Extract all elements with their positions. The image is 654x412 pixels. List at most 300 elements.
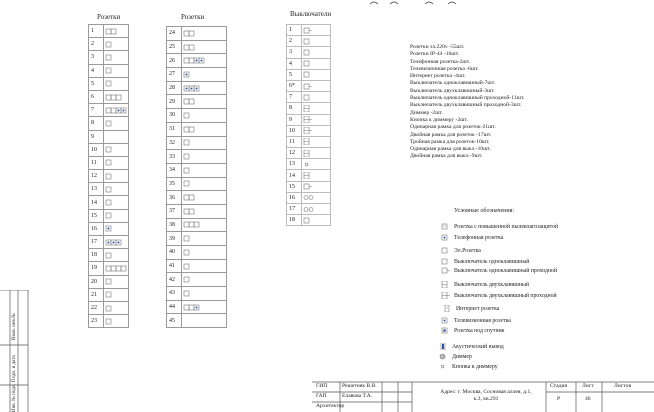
socket-double-icon [105,28,118,35]
socket-icon [105,186,113,193]
table-row [89,222,129,235]
legend-item-label: Эл.Розетка [454,248,481,254]
legend-item [454,248,481,254]
socket-dot-icon [441,317,449,324]
stamp-sheet-value: 46 [585,396,591,402]
row-symbol [104,209,129,222]
legend-title: Условные обозначения: [454,208,515,214]
socket-icon [183,112,191,119]
table-row [167,273,227,287]
socket-icon [105,278,113,285]
socket-icon [183,263,191,270]
table-row [287,192,331,203]
socket-triple-icon [105,94,123,101]
table-row [89,143,129,156]
switch-pass-icon [441,267,451,274]
legend-item-label: Кнопка к диммеру [452,364,498,370]
row-number: 8 [287,103,302,114]
row-symbol [104,288,129,301]
socket-icon [105,212,113,219]
row-symbol [182,246,227,260]
socket-icon [105,318,113,325]
table-row [167,314,227,328]
legend-item [452,364,498,370]
socket-icon [105,41,113,48]
summary-item: Интернет розетка -4шт. [410,73,466,80]
row-symbol [302,25,331,36]
row-symbol [104,51,129,64]
table-row [89,183,129,196]
table-row [167,40,227,54]
row-number: 39 [167,232,182,246]
row-number: 16 [89,222,104,235]
legend-item [454,328,505,334]
legend-item [454,282,529,288]
legend-item-label: Диммер [452,354,472,360]
summary-list [410,44,524,161]
row-number: 40 [167,246,182,260]
summary-item: Выключатель двухклавишный-3шт. [410,87,495,94]
row-number: 38 [167,218,182,232]
table-row [89,236,129,249]
row-symbol [302,103,331,114]
table-row [167,259,227,273]
legend-item-label: Розетка с повышенной пылевлагозащитой [454,224,559,230]
socket-quad-dots-icon [183,57,206,64]
legend-item-label: Интернет розетка [456,306,500,312]
sockets-b-table [166,26,227,328]
table-row [287,36,331,47]
table-row [287,92,331,103]
table-row [287,159,331,170]
row-symbol [104,64,129,77]
socket-triple-icon [183,221,201,228]
socket-icon [105,199,113,206]
table-row [167,232,227,246]
socket-icon [105,80,113,87]
row-number: 17 [89,236,104,249]
switch-pass-icon [303,27,313,34]
row-number: 32 [167,136,182,150]
table-row [89,315,129,328]
row-symbol [182,232,227,246]
table-row [167,150,227,164]
legend-item [454,235,503,241]
switch-double-icon [441,281,450,288]
switch-icon [303,49,312,56]
row-symbol [182,177,227,191]
socket-icon [183,153,191,160]
socket-quad-icon [105,265,128,272]
legend-item [454,293,557,299]
summary-item: Выключатель одноклавишный проходной-11шт. [410,95,525,102]
row-symbol [182,122,227,136]
row-number: 10 [287,125,302,136]
row-number: 4 [287,58,302,69]
table-row [167,246,227,260]
socket-triple-dots-icon [183,85,201,92]
row-symbol [104,143,129,156]
row-symbol [302,69,331,80]
row-symbol [182,191,227,205]
row-symbol [104,301,129,314]
socket-icon [105,54,113,61]
row-number: 10 [89,143,104,156]
stamp-sheet-label: Лист [582,383,594,389]
row-symbol [302,114,331,125]
switch-icon [303,38,312,45]
row-symbol [182,163,227,177]
table-row [287,47,331,58]
row-number: 12 [287,148,302,159]
row-number: 6 [89,90,104,103]
table-row [167,287,227,301]
row-number: 1 [89,25,104,38]
row-number: 36 [167,191,182,205]
legend-item-label: Выключатель двухклавишный [454,282,529,288]
switch-double-pass-icon [441,292,451,299]
row-number: 18 [89,249,104,262]
switch-icon [303,60,312,67]
legend-item-label: Выключатель одноклавишный проходной [454,268,558,274]
table-row [167,177,227,191]
table-row [167,27,227,41]
row-symbol [182,300,227,314]
table-row [167,204,227,218]
summary-item: Кнопка к диммеру -2шт. [410,116,468,123]
table-row [89,90,129,103]
row-symbol [182,314,227,328]
dimmer-pair-icon [303,194,314,201]
row-number: 4 [89,64,104,77]
row-symbol [104,117,129,130]
socket-icon [441,247,449,254]
table-row [89,25,129,38]
table-row [287,114,331,125]
row-symbol [104,315,129,328]
row-symbol [104,236,129,249]
table-row [89,196,129,209]
row-symbol [104,262,129,275]
table-row [167,68,227,82]
table-row [287,80,331,91]
row-symbol [302,148,331,159]
socket-icon [105,252,113,259]
dimmer-pair-icon [303,206,314,213]
socket-icon [183,139,191,146]
row-number: 44 [167,300,182,314]
table-row [89,156,129,169]
summary-item: Телефонная розетка-2шт. [410,58,471,65]
row-number: 23 [89,315,104,328]
table-row [89,77,129,90]
switch-double-icon [303,150,312,157]
row-number: 14 [89,196,104,209]
summary-item: Одинарная рамка для розеток-21шт. [410,124,496,131]
table-row [89,275,129,288]
stamp-role-gap: ГАП [316,393,327,399]
button-icon [303,161,311,168]
row-symbol [182,150,227,164]
legend-item [454,259,529,265]
row-symbol [302,204,331,215]
row-symbol [302,80,331,91]
row-symbol [104,222,129,235]
side-label-inv-original: Инв. № подл. [12,383,17,412]
row-symbol [104,130,129,143]
summary-item: Одинарная рамка для выкл.-10шт. [410,146,491,153]
socket-internet-icon [443,305,451,312]
table-row [167,109,227,123]
table-row [167,54,227,68]
table-row [287,148,331,159]
stamp-name-gap: Елавова Т.А. [342,393,373,399]
row-symbol [104,90,129,103]
table-row [89,117,129,130]
stamp-role-gip: ГИП [316,383,328,389]
dimmer-icon [439,353,447,360]
socket-dot-icon [105,225,113,232]
summary-item: Выключатель одноклавишный-7шт. [410,80,496,87]
table-row [287,204,331,215]
row-symbol [182,109,227,123]
socket-icon [105,120,113,127]
stamp-stage-label: Стадия [550,383,568,389]
socket-dot-icon [441,234,449,241]
row-symbol [302,170,331,181]
row-number: 6* [287,80,302,91]
summary-item: Диммер -2шт. [410,109,443,116]
switch-icon [303,217,312,224]
row-symbol [182,95,227,109]
side-label-sign-date: Подп. и дата [12,355,17,382]
row-symbol [182,259,227,273]
legend-item-label: Выключатель одноклавишный [454,259,530,265]
row-symbol [302,125,331,136]
socket-double-icon [183,126,196,133]
row-symbol [182,204,227,218]
row-symbol [104,104,129,117]
table-row [167,122,227,136]
row-number: 7 [89,104,104,117]
table-row [89,130,129,143]
button-icon [439,363,447,370]
table-row [167,218,227,232]
row-number: 37 [167,204,182,218]
stamp-sheets-label: Листов [614,383,632,389]
legend-item [454,224,558,230]
cut-title-fragment [330,0,490,6]
row-symbol [302,181,331,192]
row-symbol [182,136,227,150]
switches-header: Выключатели [290,10,332,18]
table-row [167,95,227,109]
row-symbol [104,196,129,209]
table-row [89,51,129,64]
table-row [89,209,129,222]
row-number: 13 [89,183,104,196]
switches-table [286,24,331,226]
row-symbol [182,81,227,95]
socket-dot-icon [183,71,191,78]
switch-icon [303,94,312,101]
row-number: 31 [167,122,182,136]
legend-item-label: Телефонная розетка [454,235,504,241]
socket-triple-dot-icon [183,304,201,311]
socket-double-icon [183,30,196,37]
row-number: 18 [287,215,302,226]
row-number: 11 [287,136,302,147]
row-symbol [302,58,331,69]
socket-triple-dots-icon [105,239,123,246]
switch-double-icon [303,172,312,179]
sockets-a-table [88,24,129,328]
socket-ip-icon [441,223,449,230]
table-row [89,104,129,117]
table-row [89,64,129,77]
row-symbol [302,192,331,203]
switch-double-pass-icon [303,116,313,123]
table-row [167,81,227,95]
legend-item-label: Розетка под спутник [454,328,505,334]
socket-double-icon [183,98,196,105]
summary-item: Двойная рамка для выкл.-9шт. [410,153,483,160]
row-symbol [302,159,331,170]
legend-item [454,318,511,324]
legend-item [452,344,504,350]
summary-item: Розетки эл.220v -55шт. [410,44,465,50]
legend-item [456,306,499,312]
row-symbol [302,47,331,58]
legend-item [452,354,472,360]
row-number: 17 [287,204,302,215]
row-number: 3 [287,47,302,58]
row-number: 16 [287,192,302,203]
legend-item [454,268,557,274]
row-number: 29 [167,95,182,109]
table-row [287,58,331,69]
row-number: 45 [167,314,182,328]
row-symbol [104,249,129,262]
side-label-replace-inv: Взам. инв.№ [12,313,17,340]
row-number: 9 [287,114,302,125]
row-symbol [182,40,227,54]
row-symbol [104,156,129,169]
summary-item: Тройная рамка для розеток-10шт. [410,138,490,145]
stamp-name-gip: Решетняк В.В. [342,383,377,389]
row-symbol [182,54,227,68]
table-row [287,136,331,147]
row-symbol [104,38,129,51]
row-number: 42 [167,273,182,287]
socket-double-icon [183,194,196,201]
row-number: 21 [89,288,104,301]
row-number: 41 [167,259,182,273]
switch-icon [303,71,312,78]
row-number: 26 [167,54,182,68]
summary-item: Телевизионная розетка -6шт. [410,65,479,72]
table-row [287,103,331,114]
row-number: 14 [287,170,302,181]
row-number: 19 [89,262,104,275]
table-row [89,38,129,51]
stamp-address: Адрес: г. Москва, Сосновая аллея, д.1, к.3, кв.291 [440,389,532,402]
switch-pass-icon [303,83,313,90]
row-number: 15 [89,209,104,222]
row-number: 5 [287,69,302,80]
summary-item: Розетки IP-44 -16шт. [410,51,460,58]
row-symbol [104,170,129,183]
summary-item: Выключатель двухклавишный проходной-3шт. [410,102,522,109]
table-row [287,69,331,80]
row-number: 3 [89,51,104,64]
table-row [89,288,129,301]
row-symbol [302,92,331,103]
legend-item-label: Акустический вывод [452,344,504,350]
row-symbol [182,273,227,287]
acoustic-icon [439,343,447,350]
row-symbol [302,136,331,147]
socket-icon [183,290,191,297]
table-row [287,125,331,136]
row-symbol [104,183,129,196]
row-number: 33 [167,150,182,164]
row-number: 24 [167,27,182,41]
row-number: 7 [287,92,302,103]
row-number: 35 [167,177,182,191]
row-number: 11 [89,156,104,169]
row-number: 2 [287,36,302,47]
stamp-stage-value: Р [557,396,561,402]
switch-double-icon [303,138,312,145]
table-row [167,163,227,177]
switch-pass-icon [303,183,313,190]
socket-icon [183,167,191,174]
row-number: 25 [167,40,182,54]
table-row [89,262,129,275]
legend-item-label: Выключатель двухклавишный проходной [454,293,557,299]
row-number: 12 [89,170,104,183]
row-number: 34 [167,163,182,177]
side-stamp [2,290,28,412]
row-symbol [104,25,129,38]
row-number: 15 [287,181,302,192]
row-number: 8 [89,117,104,130]
sockets-a-header: Розетки [97,13,121,21]
socket-icon [105,159,113,166]
socket-icon [105,173,113,180]
row-number: 9 [89,130,104,143]
row-number: 13 [287,159,302,170]
socket-quad-dots-icon [105,107,128,114]
socket-icon [183,235,191,242]
row-number: 5 [89,77,104,90]
row-number: 20 [89,275,104,288]
row-symbol [302,36,331,47]
table-row [287,215,331,226]
sockets-b-header: Розетки [181,13,205,21]
socket-icon [105,67,113,74]
row-number: 28 [167,81,182,95]
row-number: 27 [167,68,182,82]
socket-icon [105,305,113,312]
table-row [167,191,227,205]
row-symbol [302,215,331,226]
row-symbol [182,218,227,232]
socket-double-icon [183,44,196,51]
table-row [89,249,129,262]
row-number: 1 [287,25,302,36]
